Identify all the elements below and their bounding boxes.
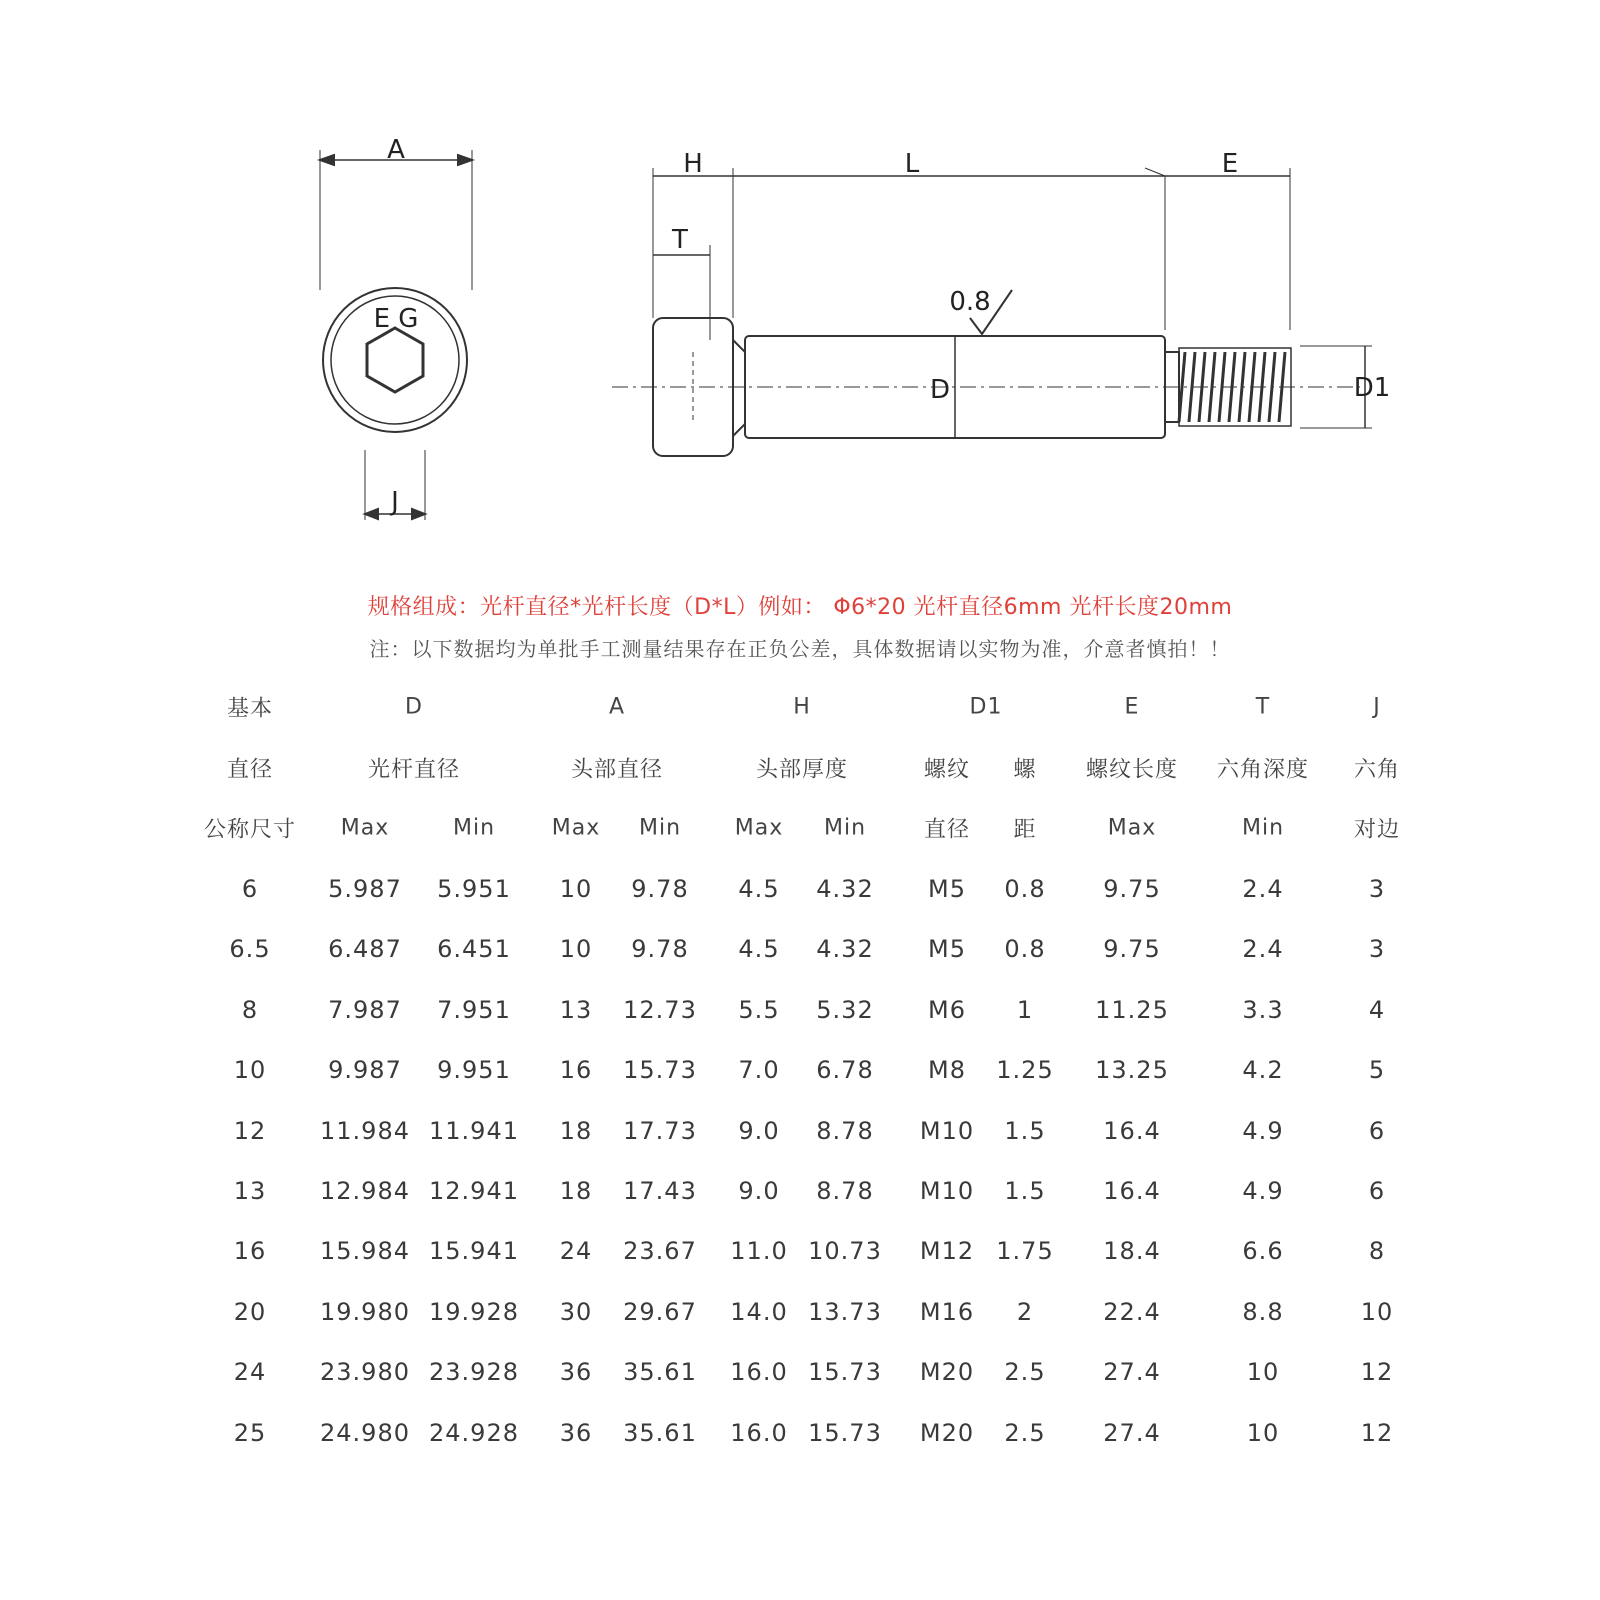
table-header-cell: Min bbox=[638, 815, 682, 841]
table-cell: 11.984 bbox=[320, 1116, 410, 1145]
table-cell: 19.928 bbox=[429, 1297, 519, 1326]
table-cell: 23.928 bbox=[429, 1358, 519, 1387]
table-cell: 16.0 bbox=[730, 1418, 788, 1447]
table-cell: 30 bbox=[559, 1297, 593, 1326]
table-cell: 13 bbox=[233, 1177, 267, 1205]
table-cell: 10 bbox=[1246, 1418, 1280, 1447]
table-cell: 3 bbox=[1368, 935, 1386, 964]
table-cell: M20 bbox=[919, 1358, 975, 1387]
table-header-cell: Max bbox=[551, 815, 601, 841]
table-cell: 1.5 bbox=[1004, 1177, 1046, 1205]
table-cell: 9.0 bbox=[738, 1116, 780, 1145]
table-cell: 16.0 bbox=[730, 1358, 788, 1387]
table-cell: M8 bbox=[928, 1056, 966, 1085]
table-cell: 7.987 bbox=[328, 995, 402, 1024]
table-cell: 0.8 bbox=[1004, 935, 1046, 964]
table-cell: 5.951 bbox=[437, 875, 511, 903]
table-cell: 5 bbox=[1368, 1056, 1386, 1085]
table-cell: 27.4 bbox=[1103, 1358, 1161, 1387]
table-cell: 9.987 bbox=[328, 1056, 402, 1085]
table-cell: 27.4 bbox=[1103, 1418, 1161, 1447]
table-cell: 4.9 bbox=[1242, 1116, 1284, 1145]
table-cell: 24 bbox=[233, 1358, 267, 1387]
table-header-cell: Max bbox=[1107, 815, 1157, 841]
table-cell: 24.928 bbox=[429, 1418, 519, 1447]
table-cell: 7.951 bbox=[437, 995, 511, 1024]
table-cell: 4.5 bbox=[738, 935, 780, 964]
table-cell: M5 bbox=[928, 875, 966, 903]
dim-label-j: J bbox=[391, 487, 399, 517]
table-cell: 18 bbox=[559, 1116, 593, 1145]
table-cell: 12.984 bbox=[320, 1177, 410, 1205]
table-cell: 6.5 bbox=[229, 935, 271, 964]
table-header-cell: Min bbox=[452, 815, 496, 841]
table-cell: 1.5 bbox=[1004, 1116, 1046, 1145]
table-cell: 3 bbox=[1368, 875, 1386, 903]
table-header-cell: D1 bbox=[969, 694, 1003, 720]
table-cell: 6.451 bbox=[437, 935, 511, 964]
table-cell: 24 bbox=[559, 1237, 593, 1266]
table-cell: M10 bbox=[919, 1177, 975, 1205]
table-cell: 4.32 bbox=[816, 875, 874, 903]
table-cell: 10 bbox=[559, 935, 593, 964]
table-cell: 8.78 bbox=[816, 1116, 874, 1145]
table-cell: 22.4 bbox=[1103, 1297, 1161, 1326]
table-cell: 9.0 bbox=[738, 1177, 780, 1205]
dim-label-l: L bbox=[904, 149, 920, 179]
table-cell: 12 bbox=[1360, 1358, 1394, 1387]
table-cell: 35.61 bbox=[623, 1418, 697, 1447]
table-header-cell: Min bbox=[823, 815, 867, 841]
table-cell: 10 bbox=[233, 1056, 267, 1085]
table-cell: 13.73 bbox=[808, 1297, 882, 1326]
table-cell: 16.4 bbox=[1103, 1116, 1161, 1145]
table-header-cell: T bbox=[1255, 694, 1271, 720]
table-cell: M20 bbox=[919, 1418, 975, 1447]
table-cell: 4 bbox=[1368, 995, 1386, 1024]
table-cell: 13 bbox=[559, 995, 593, 1024]
dim-label-a: A bbox=[387, 135, 405, 165]
table-header-cell: E bbox=[1124, 694, 1140, 720]
table-cell: 12.73 bbox=[623, 995, 697, 1024]
table-cell: 18 bbox=[559, 1177, 593, 1205]
table-cell: 25 bbox=[233, 1418, 267, 1447]
table-header-cell: D bbox=[405, 694, 423, 720]
table-cell: 2.4 bbox=[1242, 875, 1284, 903]
table-cell: 12 bbox=[1360, 1418, 1394, 1447]
table-cell: 4.9 bbox=[1242, 1177, 1284, 1205]
table-header-cell: 直径 bbox=[923, 817, 971, 843]
table-header-cell: 头部直径 bbox=[570, 757, 664, 783]
table-header-cell: J bbox=[1373, 694, 1381, 720]
table-header-cell: Max bbox=[340, 815, 390, 841]
table-cell: 1 bbox=[1016, 995, 1034, 1024]
table-cell: 18.4 bbox=[1103, 1237, 1161, 1266]
table-cell: 10 bbox=[1246, 1358, 1280, 1387]
table-header-cell: 距 bbox=[1013, 817, 1037, 843]
table-cell: 15.73 bbox=[808, 1358, 882, 1387]
table-cell: 11.25 bbox=[1095, 995, 1169, 1024]
table-cell: 8 bbox=[241, 995, 259, 1024]
table-cell: 10.73 bbox=[808, 1237, 882, 1266]
table-cell: 23.980 bbox=[320, 1358, 410, 1387]
table-cell: 12 bbox=[233, 1116, 267, 1145]
table-cell: 5.32 bbox=[816, 995, 874, 1024]
table-cell: M10 bbox=[919, 1116, 975, 1145]
table-cell: 9.78 bbox=[631, 875, 689, 903]
table-cell: M6 bbox=[928, 995, 966, 1024]
table-cell: 11.941 bbox=[429, 1116, 519, 1145]
table-cell: 15.984 bbox=[320, 1237, 410, 1266]
table-cell: 8.8 bbox=[1242, 1297, 1284, 1326]
dim-label-d1: D1 bbox=[1353, 373, 1391, 403]
table-cell: 36 bbox=[559, 1358, 593, 1387]
table-header-cell: A bbox=[608, 694, 626, 720]
table-header-cell: Min bbox=[1241, 815, 1285, 841]
table-cell: 6 bbox=[1368, 1116, 1386, 1145]
table-cell: M16 bbox=[919, 1297, 975, 1326]
table-cell: 9.75 bbox=[1103, 875, 1161, 903]
table-cell: 16 bbox=[559, 1056, 593, 1085]
table-cell: 10 bbox=[1360, 1297, 1394, 1326]
table-cell: 4.32 bbox=[816, 935, 874, 964]
table-cell: 5.987 bbox=[328, 875, 402, 903]
table-cell: 2.5 bbox=[1004, 1418, 1046, 1447]
table-cell: 14.0 bbox=[730, 1297, 788, 1326]
table-cell: 23.67 bbox=[623, 1237, 697, 1266]
spec-note: 规格组成：光杆直径*光杆长度（D*L）例如： Φ6*20 光杆直径6mm 光杆长度20mm bbox=[367, 595, 1233, 620]
table-cell: 3.3 bbox=[1242, 995, 1284, 1024]
table-header-cell: 六角 bbox=[1353, 757, 1401, 783]
dim-label-eg: E G bbox=[373, 304, 419, 334]
table-cell: 5.5 bbox=[738, 995, 780, 1024]
table-cell: 9.951 bbox=[437, 1056, 511, 1085]
table-cell: 0.8 bbox=[1004, 875, 1046, 903]
table-cell: M12 bbox=[919, 1237, 975, 1266]
table-cell: 6.6 bbox=[1242, 1237, 1284, 1266]
table-cell: 36 bbox=[559, 1418, 593, 1447]
table-cell: 8.78 bbox=[816, 1177, 874, 1205]
table-cell: 15.73 bbox=[623, 1056, 697, 1085]
table-cell: 4.5 bbox=[738, 875, 780, 903]
table-cell: 35.61 bbox=[623, 1358, 697, 1387]
table-cell: 1.75 bbox=[996, 1237, 1054, 1266]
table-cell: 1.25 bbox=[996, 1056, 1054, 1085]
table-cell: 11.0 bbox=[730, 1237, 788, 1266]
table-cell: 6.78 bbox=[816, 1056, 874, 1085]
roughness-label: 0.8 bbox=[949, 287, 991, 317]
table-header-cell: 头部厚度 bbox=[755, 757, 849, 783]
table-cell: 16 bbox=[233, 1237, 267, 1266]
table-header-cell: 六角深度 bbox=[1216, 757, 1310, 783]
table-cell: 6 bbox=[1368, 1177, 1386, 1205]
table-cell: 16.4 bbox=[1103, 1177, 1161, 1205]
table-cell: 20 bbox=[233, 1297, 267, 1326]
dim-label-e: E bbox=[1221, 149, 1239, 179]
table-cell: 29.67 bbox=[623, 1297, 697, 1326]
table-cell: 6.487 bbox=[328, 935, 402, 964]
dim-label-t: T bbox=[672, 225, 688, 255]
table-header-cell: 螺纹长度 bbox=[1085, 757, 1179, 783]
table-cell: M5 bbox=[928, 935, 966, 964]
table-header-cell: 对边 bbox=[1353, 817, 1401, 843]
table-cell: 9.78 bbox=[631, 935, 689, 964]
table-cell: 17.73 bbox=[623, 1116, 697, 1145]
table-cell: 24.980 bbox=[320, 1418, 410, 1447]
table-header-cell: H bbox=[793, 694, 811, 720]
table-header-cell: 螺纹 bbox=[923, 757, 971, 783]
table-header-cell: 螺 bbox=[1013, 757, 1037, 783]
table-cell: 9.75 bbox=[1103, 935, 1161, 964]
table-header-cell: 公称尺寸 bbox=[203, 817, 297, 843]
table-cell: 19.980 bbox=[320, 1297, 410, 1326]
table-cell: 15.73 bbox=[808, 1418, 882, 1447]
table-cell: 7.0 bbox=[738, 1056, 780, 1085]
table-header-cell: 基本 bbox=[226, 696, 274, 722]
dim-label-h: H bbox=[683, 149, 703, 179]
table-cell: 2.5 bbox=[1004, 1358, 1046, 1387]
table-cell: 2.4 bbox=[1242, 935, 1284, 964]
table-cell: 2 bbox=[1016, 1297, 1034, 1326]
table-cell: 8 bbox=[1368, 1237, 1386, 1266]
table-cell: 13.25 bbox=[1095, 1056, 1169, 1085]
dim-label-d: D bbox=[929, 375, 951, 405]
table-cell: 12.941 bbox=[429, 1177, 519, 1205]
table-header-cell: Max bbox=[734, 815, 784, 841]
table-cell: 6 bbox=[241, 875, 259, 903]
table-cell: 15.941 bbox=[429, 1237, 519, 1266]
table-cell: 4.2 bbox=[1242, 1056, 1284, 1085]
table-cell: 10 bbox=[559, 875, 593, 903]
table-cell: 17.43 bbox=[623, 1177, 697, 1205]
table-header-cell: 直径 bbox=[226, 757, 274, 783]
table-header-cell: 光杆直径 bbox=[367, 757, 461, 783]
disclaimer-note: 注：以下数据均为单批手工测量结果存在正负公差，具体数据请以实物为准，介意者慎拍！！ bbox=[369, 637, 1231, 661]
